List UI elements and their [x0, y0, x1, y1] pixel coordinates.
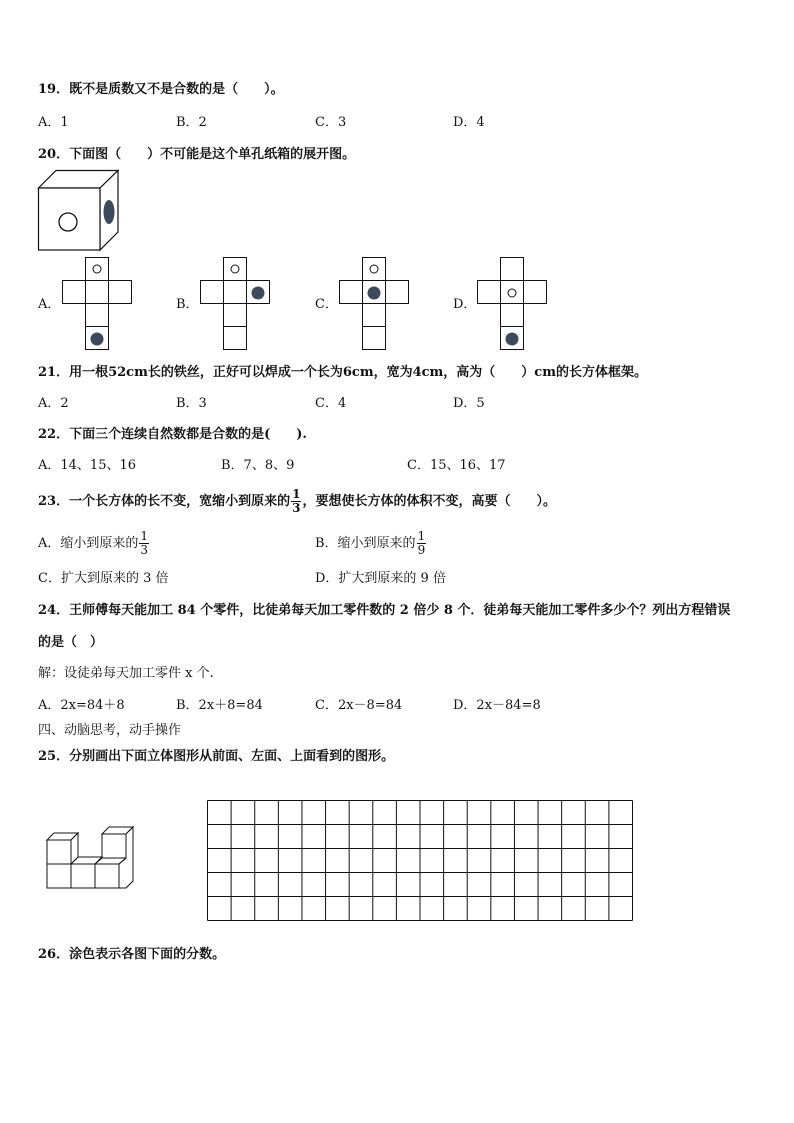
q23-option-d[interactable]: D．扩大到原来的 9 倍	[315, 571, 446, 586]
q21-option-d[interactable]: D．5	[453, 396, 485, 411]
front-hole-circle	[59, 213, 77, 231]
q24-option-b[interactable]: B．2x＋8=84	[176, 698, 263, 713]
fraction-denominator: 3	[292, 501, 301, 515]
side-hole-dot	[104, 200, 115, 224]
q21-option-a[interactable]: A．2	[38, 396, 69, 411]
net-b[interactable]	[200, 257, 271, 351]
q20-option-d[interactable]: D．	[453, 297, 477, 312]
q23-stem-after: ，要想使长方体的体积不变，高要（ ）。	[302, 494, 556, 509]
q19-option-b[interactable]: B．2	[176, 115, 207, 130]
q26-stem: 26．涂色表示各图下面的分数。	[38, 947, 226, 962]
q24-stem-line2: 的是（ ）	[38, 635, 104, 650]
q24-solution: 解：设徒弟每天加工零件 x 个.	[38, 666, 214, 681]
q22-option-c[interactable]: C．15、16、17	[407, 458, 506, 473]
q25-stem: 25．分别画出下面立体图形从前面、左面、上面看到的图形。	[38, 749, 395, 764]
q24-option-a[interactable]: A．2x=84＋8	[38, 698, 125, 713]
net-c[interactable]	[339, 257, 410, 351]
q23-stem	[38, 483, 556, 521]
q22-stem: 22．下面三个连续自然数都是合数的是( ).	[38, 427, 307, 442]
q23-option-b-text: B．缩小到原来的	[315, 536, 416, 551]
net-d[interactable]	[477, 257, 548, 351]
q23-option-a[interactable]	[38, 525, 150, 563]
q20-stem: 20．下面图（ ）不可能是这个单孔纸箱的展开图。	[38, 147, 356, 162]
drawing-grid[interactable]	[207, 800, 635, 922]
q20-option-c[interactable]: C．	[315, 297, 338, 312]
fraction-numerator: 1	[140, 529, 149, 543]
section-4-title: 四、动脑思考，动手操作	[38, 723, 182, 738]
q24-stem-line1: 24．王师傅每天能加工 84 个零件，比徒弟每天加工零件数的 2 倍少 8 个．徒弟每天能加工零件多少个？列出方程错误	[38, 603, 731, 618]
fraction-numerator: 1	[292, 487, 301, 501]
q19-stem: 19．既不是质数又不是合数的是（ ）。	[38, 82, 284, 97]
q21-stem: 21．用一根52cm长的铁丝，正好可以焊成一个长为6cm，宽为4cm，高为（ ）cm的长方体框架。	[38, 365, 647, 380]
q24-option-c[interactable]: C．2x－8=84	[315, 698, 403, 713]
q23-option-c[interactable]: C．扩大到原来的 3 倍	[38, 571, 169, 586]
cube-stack-figure	[46, 822, 136, 890]
q23-option-b-fraction	[417, 530, 427, 557]
q22-option-b[interactable]: B．7、8、9	[221, 458, 295, 473]
net-a[interactable]	[62, 257, 133, 351]
q23-stem-fraction	[291, 488, 301, 515]
q21-option-c[interactable]: C．4	[315, 396, 347, 411]
q23-option-a-text: A．缩小到原来的	[38, 536, 139, 551]
q20-option-b[interactable]: B．	[176, 297, 199, 312]
q24-option-d[interactable]: D．2x－84=8	[453, 698, 541, 713]
q23-option-b[interactable]	[315, 525, 427, 563]
q19-option-a[interactable]: A．1	[38, 115, 69, 130]
q21-option-b[interactable]: B．3	[176, 396, 207, 411]
q19-option-c[interactable]: C．3	[315, 115, 347, 130]
q23-stem-before: 23．一个长方体的长不变，宽缩小到原来的	[38, 494, 291, 509]
q22-option-a[interactable]: A．14、15、16	[38, 458, 137, 473]
fraction-denominator: 3	[140, 543, 149, 557]
q20-option-a[interactable]: A．	[38, 297, 61, 312]
q19-option-d[interactable]: D．4	[453, 115, 485, 130]
fraction-numerator: 1	[417, 529, 426, 543]
box-illustration	[38, 170, 120, 252]
fraction-denominator: 9	[417, 543, 426, 557]
q23-option-a-fraction	[139, 530, 149, 557]
